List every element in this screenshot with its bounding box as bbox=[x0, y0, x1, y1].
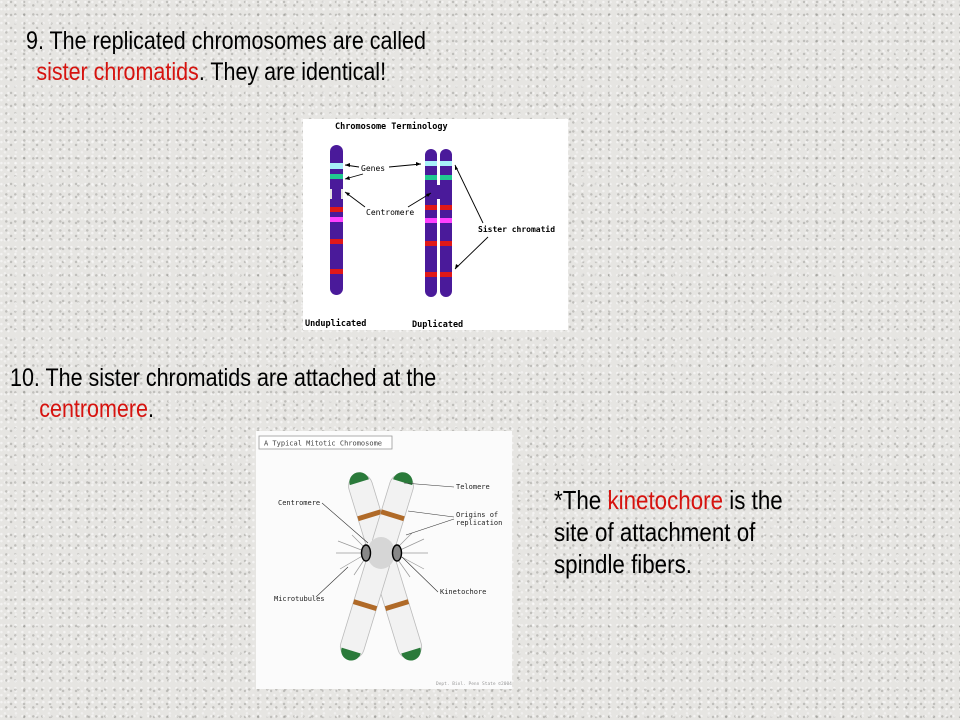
duplicated-chromosome bbox=[425, 149, 452, 297]
item-9-line2-rest: . They are identical! bbox=[198, 58, 387, 86]
sister-chromatid-label: Sister chromatid bbox=[478, 225, 556, 234]
item-10-text bbox=[10, 363, 436, 425]
origins-label-2: replication bbox=[456, 519, 503, 527]
note-line1-rest: is the bbox=[723, 485, 783, 515]
microtubules-label: Microtubules bbox=[274, 595, 325, 603]
item-9-line1: 9. The replicated chromosomes are called bbox=[26, 27, 426, 55]
duplicated-label: Duplicated bbox=[412, 320, 464, 330]
note-line2: site of attachment of bbox=[554, 517, 756, 547]
item-10-line2-rest: . bbox=[147, 395, 154, 423]
sister-chromatids-term: sister chromatids bbox=[36, 58, 199, 86]
figure2-credit: Dept. Biol. Penn State ©2004 bbox=[436, 682, 512, 687]
origins-label: Origins of bbox=[456, 511, 499, 519]
kinetochore-left bbox=[362, 545, 371, 561]
kinetochore-note bbox=[554, 484, 783, 580]
item-9-text bbox=[26, 26, 426, 88]
item-9-line2 bbox=[26, 57, 426, 88]
note-line1 bbox=[554, 484, 783, 516]
figure1-title: Chromosome Terminology bbox=[335, 122, 448, 132]
chromosome-terminology-figure bbox=[303, 119, 568, 330]
centromere-term: centromere bbox=[39, 395, 148, 423]
item-10-line1: 10. The sister chromatids are attached at the bbox=[10, 364, 437, 392]
unduplicated-chromosome bbox=[330, 145, 343, 295]
centromere-label-2: Centromere bbox=[278, 499, 321, 507]
note-line3: spindle fibers. bbox=[554, 549, 692, 579]
kinetochore-right bbox=[393, 545, 402, 561]
kinetochore-term: kinetochore bbox=[607, 485, 724, 515]
centromere-label: Centromere bbox=[366, 208, 415, 217]
telomere-label: Telomere bbox=[456, 483, 490, 491]
note-prefix: *The bbox=[554, 485, 608, 515]
kinetochore-label: Kinetochore bbox=[440, 588, 487, 596]
genes-label: Genes bbox=[361, 164, 386, 173]
figure2-title: A Typical Mitotic Chromosome bbox=[264, 439, 383, 448]
mitotic-chromosome-figure bbox=[256, 431, 512, 689]
unduplicated-label: Unduplicated bbox=[305, 319, 367, 329]
item-10-line2 bbox=[10, 394, 436, 425]
